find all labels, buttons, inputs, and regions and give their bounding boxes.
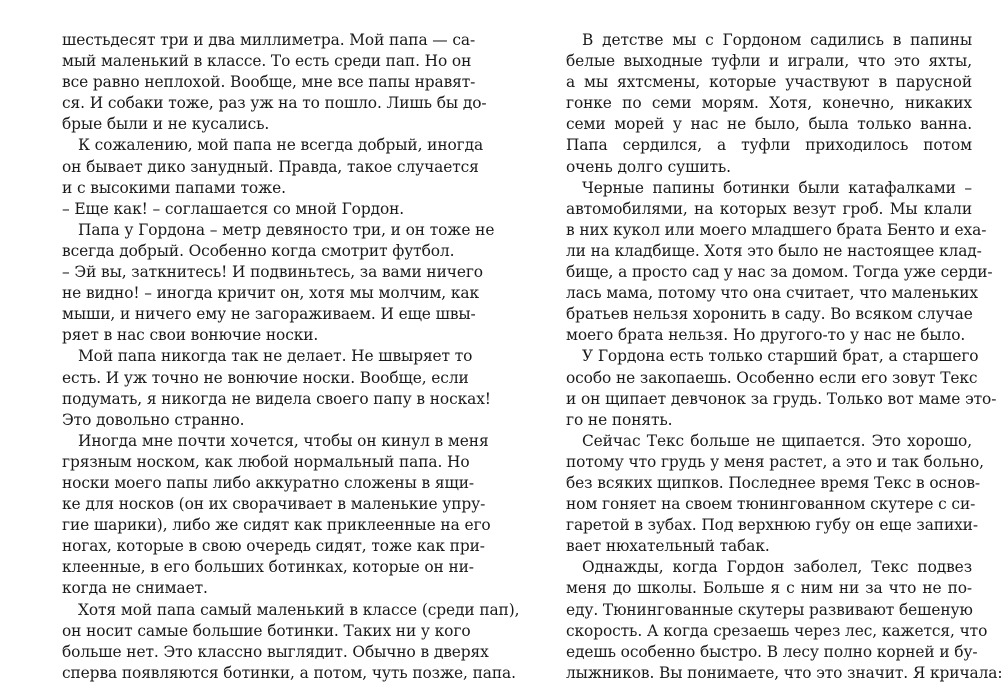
text-line: Однажды, когда Гордон заболел, Текс подвез bbox=[582, 558, 972, 577]
text-line: скорость. А когда срезаешь через лес, кажется, что bbox=[566, 621, 988, 640]
text-line: мый маленький в классе. То есть среди пап. Но он bbox=[62, 52, 472, 71]
text-line: все равно неплохой. Вообще, мне все папы нравят- bbox=[62, 73, 476, 92]
text-line: У Гордона есть только старший брат, а старшего bbox=[582, 347, 979, 366]
text-line: не видно! – иногда кричит он, хотя мы молчим, как bbox=[62, 284, 480, 303]
text-line: есть. И уж точно не вонючие носки. Вообще, если bbox=[62, 368, 469, 387]
text-line: он носит самые большие ботинки. Таких ни у кого bbox=[62, 621, 471, 640]
text-line: без всяких щипков. Последнее время Текс в основ- bbox=[566, 473, 981, 492]
text-line: брые были и не кусались. bbox=[62, 115, 270, 134]
text-line: лась мама, потому что она считает, что маленьких bbox=[566, 284, 979, 303]
text-line: Это довольно странно. bbox=[62, 410, 245, 429]
text-line: очень долго сушить. bbox=[566, 157, 731, 176]
text-line: ке для носков (он их сворачивает в маленькие упру- bbox=[62, 495, 486, 514]
text-line: семи морей у нас не было, была только ванна. bbox=[566, 115, 972, 134]
text-line: а мы яхтсмены, которые участвуют в парусной bbox=[566, 73, 972, 92]
text-line: – Еще как! – соглашается со мной Гордон. bbox=[62, 199, 405, 218]
text-line: меня до школы. Больше я с ним ни за что не по- bbox=[566, 579, 972, 598]
text-line: едешь особенно быстро. В лесу полно корней и бу- bbox=[566, 642, 978, 661]
text-line: ся. И собаки тоже, раз уж на то пошло. Лишь бы до- bbox=[62, 94, 487, 113]
right-page bbox=[566, 30, 1002, 684]
text-line: и он щипает девчонок за грудь. Только вот маме это- bbox=[566, 389, 997, 408]
text-line: В детстве мы с Гордоном садились в папины bbox=[582, 31, 972, 49]
text-line: Хотя мой папа самый маленький в классе (среди пап), bbox=[78, 600, 520, 619]
text-line: вает нюхательный табак. bbox=[566, 537, 770, 556]
text-line: грязным носком, как любой нормальный папа. Но bbox=[62, 452, 470, 471]
text-line: клеенные, в его больших ботинках, которые он ни- bbox=[62, 558, 474, 577]
text-line: ли на кладбище. Хотя это было не настоящее клад- bbox=[566, 241, 982, 260]
text-line: шестьдесят три и два миллиметра. Мой папа — са- bbox=[62, 31, 476, 49]
text-line: Папа у Гордона – метр девяносто три, и он тоже не bbox=[78, 220, 495, 239]
text-line: ном гоняет на своем тюнингованном скутере с си- bbox=[566, 495, 976, 514]
text-line: Сейчас Текс больше не щипается. Это хорошо, bbox=[582, 431, 972, 450]
text-line: гонке по семи морям. Хотя, конечно, никаких bbox=[566, 94, 972, 113]
text-line: сперва появляются ботинки, а потом, чуть позже, папа. bbox=[62, 663, 516, 682]
text-line: подумать, я никогда не видела своего папу в носках! bbox=[62, 389, 491, 408]
text-line: и с высокими папами тоже. bbox=[62, 178, 286, 197]
text-line: в них кукол или моего младшего брата Бенто и еха- bbox=[566, 220, 987, 239]
text-line: Черные папины ботинки были катафалками – bbox=[582, 178, 972, 197]
text-line: белые выходные туфли и играли, что это яхты, bbox=[566, 52, 972, 71]
text-line: гаретой в зубах. Под верхнюю губу он еще запихи- bbox=[566, 516, 978, 535]
text-line: Папа сердился, а туфли приходилось потом bbox=[566, 136, 972, 155]
text-line: ногах, которые в свою очередь сидят, тоже как при- bbox=[62, 537, 485, 556]
text-line: потому что грудь у меня растет, а это и так больно, bbox=[566, 452, 984, 471]
text-line: больше нет. Это классно выглядит. Обычно в дверях bbox=[62, 642, 489, 661]
text-line: мыши, и ничего ему не загораживаем. И еще швы- bbox=[62, 305, 476, 324]
text-line: К сожалению, мой папа не всегда добрый, иногда bbox=[78, 136, 484, 155]
text-line: го не понять. bbox=[566, 410, 673, 429]
text-line: ряет в нас свои вонючие носки. bbox=[62, 326, 319, 345]
text-line: когда не снимает. bbox=[62, 579, 208, 598]
text-line: всегда добрый. Особенно когда смотрит футбол. bbox=[62, 241, 455, 260]
text-line: лыжников. Вы понимаете, что это значит. Я кричала: bbox=[566, 663, 1002, 682]
text-line: носки моего папы либо аккуратно сложены в ящи- bbox=[62, 473, 474, 492]
text-line: моего брата нельзя. Но другого-то у нас не было. bbox=[566, 326, 966, 345]
text-line: автомобилями, на которых везут гроб. Мы клали bbox=[566, 199, 972, 218]
text-line: бище, а просто сад у нас за домом. Тогда уже серди- bbox=[566, 263, 993, 282]
left-page bbox=[62, 30, 520, 684]
text-line: он бывает дико занудный. Правда, такое случается bbox=[62, 157, 479, 176]
text-line: еду. Тюнингованные скутеры развивают бешеную bbox=[566, 600, 973, 619]
text-line: братьев нельзя хоронить в саду. Во всяком случае bbox=[566, 305, 973, 324]
text-line: Мой папа никогда так не делает. Не швыряет то bbox=[78, 347, 473, 366]
text-line: – Эй вы, заткнитесь! И подвиньтесь, за вами ничего bbox=[62, 263, 483, 282]
text-line: гие шарики), либо же сидят как приклеенные на его bbox=[62, 516, 491, 535]
text-line: особо не закопаешь. Особенно если его зовут Текс bbox=[566, 368, 978, 387]
text-line: Иногда мне почти хочется, чтобы он кинул в меня bbox=[78, 431, 489, 450]
